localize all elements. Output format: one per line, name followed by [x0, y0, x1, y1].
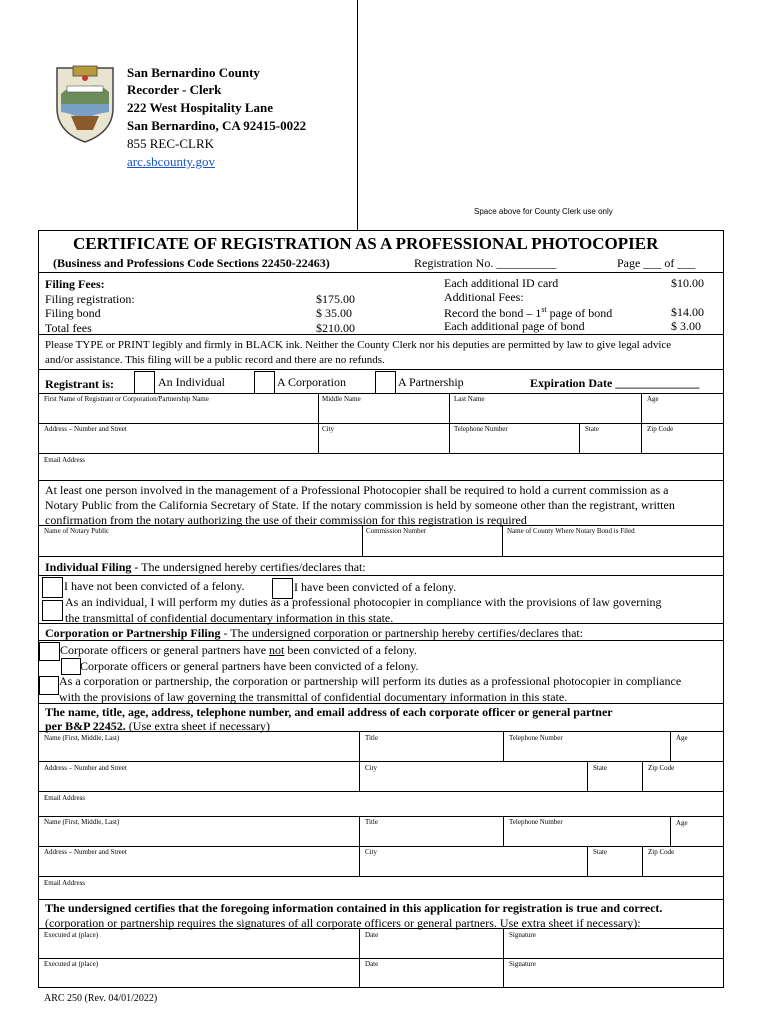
- form-number: ARC 250 (Rev. 04/01/2022): [44, 993, 158, 1004]
- individual-perform-text: As an individual, I will perform my duties as a professional photocopier in compliance with the provisions of law governing: [65, 595, 662, 609]
- notary-divider: [38, 525, 724, 526]
- grid-line: [38, 876, 724, 877]
- grid-line: [38, 846, 724, 847]
- notary-text-cont: Notary Public from the California Secretary of State. If the notary commission is held by someone other than the registrant, written: [45, 498, 675, 512]
- individual-option-label: An Individual: [158, 375, 225, 389]
- middle-name-field[interactable]: Middle Name: [322, 395, 361, 403]
- corp-not-emphasis: not: [269, 643, 285, 657]
- officer-state-field[interactable]: State: [593, 848, 607, 856]
- each-page-amount: $ 3.00: [671, 319, 701, 333]
- officer-email-field[interactable]: Email Address: [44, 794, 86, 802]
- website-link[interactable]: arc.sbcounty.gov: [127, 154, 215, 169]
- officer-email-field[interactable]: Email Address: [44, 879, 86, 887]
- grid-line: [318, 423, 319, 453]
- corp-not-convicted-checkbox[interactable]: [39, 642, 60, 661]
- zip-field[interactable]: Zip Code: [647, 425, 674, 433]
- officer-zip-field[interactable]: Zip Code: [648, 848, 675, 856]
- title-underline: [38, 272, 724, 273]
- individual-checkbox[interactable]: [134, 371, 155, 394]
- section-divider: [38, 575, 724, 576]
- each-page-label: Each additional page of bond: [444, 319, 585, 333]
- date-field[interactable]: Date: [365, 931, 379, 939]
- clerk-use-note: Space above for County Clerk use only: [474, 207, 613, 216]
- address-line2: San Bernardino, CA 92415-0022: [127, 118, 307, 133]
- grid-line: [38, 731, 724, 732]
- grid-line: [38, 928, 724, 929]
- grid-line: [38, 453, 724, 454]
- certification-statement: The undersigned certifies that the foregoing information contained in this application for registration is true and correct.: [45, 901, 663, 915]
- fee-label: Filing bond: [45, 306, 101, 320]
- corp-perform-text: As a corporation or partnership, the corporation or partnership will perform its duties as a professional photocopier in compliance: [59, 674, 682, 688]
- corp-perform-text-cont: with the provisions of law governing the transmittal of confidential documentary information in this state.: [59, 690, 568, 704]
- officers-heading: The name, title, age, address, telephone number, and email address of each corporate officer or general partner: [45, 705, 613, 719]
- officer-age-field[interactable]: Age: [676, 819, 688, 827]
- executed-place-field[interactable]: Executed at (place): [44, 960, 99, 968]
- grid-line: [502, 525, 503, 556]
- county-seal-icon: [53, 64, 117, 144]
- grid-line: [318, 393, 319, 423]
- officer-state-field[interactable]: State: [593, 764, 607, 772]
- signature-field[interactable]: Signature: [509, 931, 536, 939]
- individual-filing-text: - The undersigned hereby certifies/declares that:: [131, 560, 366, 574]
- section-divider: [38, 640, 724, 641]
- officer-address-field[interactable]: Address – Number and Street: [44, 848, 127, 856]
- corp-convicted-label: Corporate officers or general partners have been convicted of a felony.: [80, 659, 419, 673]
- officer-zip-field[interactable]: Zip Code: [648, 764, 675, 772]
- grid-line: [38, 816, 724, 817]
- grid-line: [503, 816, 504, 846]
- registration-number[interactable]: Registration No. __________: [414, 256, 557, 270]
- fee-amount: $210.00: [316, 321, 355, 335]
- partnership-option-label: A Partnership: [398, 375, 464, 389]
- officer-telephone-field[interactable]: Telephone Number: [509, 734, 563, 742]
- executed-place-field[interactable]: Executed at (place): [44, 931, 99, 939]
- officer-telephone-field[interactable]: Telephone Number: [509, 818, 563, 826]
- corp-not-text-end: been convicted of a felony.: [284, 643, 417, 657]
- individual-filing-heading: [45, 560, 366, 575]
- grid-line: [449, 393, 450, 423]
- not-convicted-checkbox[interactable]: [42, 577, 63, 598]
- instructions: Please TYPE or PRINT legibly and firmly in BLACK ink. Neither the County Clerk nor his deputies are permitted by law to give legal advice: [45, 339, 672, 351]
- page-of[interactable]: Page ___ of ___: [617, 256, 696, 270]
- officer-city-field[interactable]: City: [365, 764, 378, 772]
- partnership-checkbox[interactable]: [375, 371, 396, 394]
- grid-line: [641, 423, 642, 453]
- last-name-field[interactable]: Last Name: [454, 395, 485, 403]
- grid-line: [670, 731, 671, 761]
- grid-line: [587, 761, 588, 791]
- fee-label: Filing registration:: [45, 292, 135, 306]
- notary-text-end: confirmation from the notary authorizing the use of their commission for this registration is required: [45, 513, 527, 527]
- record-bond-sup: st: [541, 305, 547, 314]
- convicted-label: I have been convicted of a felony.: [294, 580, 457, 594]
- corp-not-convicted-label: [60, 643, 417, 658]
- grid-line: [362, 525, 363, 556]
- office-subtitle: Recorder - Clerk: [127, 82, 222, 97]
- certification-note: (corporation or partnership requires the signatures of all corporate officers or general partners. Use extra sheet if necessary):: [45, 916, 641, 930]
- corp-filing-text: - The undersigned corporation or partnership hereby certifies/declares that:: [220, 626, 584, 640]
- first-name-field[interactable]: First Name of Registrant or Corporation/Partnership Name: [44, 395, 209, 403]
- officers-note: (Use extra sheet if necessary): [125, 719, 271, 733]
- record-bond-text-end: page of bond: [546, 306, 613, 320]
- officer-name-field[interactable]: Name (First, Middle, Last): [44, 818, 120, 826]
- record-bond-amount: $14.00: [671, 305, 704, 319]
- corporation-option-label: A Corporation: [277, 375, 346, 389]
- address-field[interactable]: Address – Number and Street: [44, 425, 127, 433]
- officer-name-field[interactable]: Name (First, Middle, Last): [44, 734, 120, 742]
- officer-city-field[interactable]: City: [365, 848, 378, 856]
- grid-line: [449, 423, 450, 453]
- notary-name-field[interactable]: Name of Notary Public: [44, 527, 110, 535]
- address-line1: 222 West Hospitality Lane: [127, 100, 274, 115]
- corp-filing-heading: [45, 626, 583, 641]
- expiration-date[interactable]: Expiration Date ______________: [530, 376, 700, 390]
- signature-field[interactable]: Signature: [509, 960, 536, 968]
- grid-line: [38, 761, 724, 762]
- corporation-checkbox[interactable]: [254, 371, 275, 394]
- officer-title-field[interactable]: Title: [365, 734, 378, 742]
- state-field[interactable]: State: [585, 425, 599, 433]
- corp-convicted-checkbox[interactable]: [61, 658, 81, 675]
- grid-line: [641, 393, 642, 423]
- additional-fees-label: Additional Fees:: [444, 290, 524, 304]
- telephone-field[interactable]: Telephone Number: [454, 425, 508, 433]
- filing-fees-title: Filing Fees:: [45, 277, 105, 291]
- individual-perform-checkbox[interactable]: [42, 600, 63, 621]
- email-field[interactable]: Email Address: [44, 456, 86, 464]
- individual-perform-text-cont: the transmittal of confidential documentary information in this state.: [65, 611, 394, 625]
- corp-perform-checkbox[interactable]: [39, 676, 59, 695]
- additional-id-label: Each additional ID card: [444, 276, 559, 290]
- officers-code: per B&P 22452.: [45, 719, 126, 733]
- phone-number: 855 REC-CLRK: [127, 136, 215, 151]
- grid-line: [38, 480, 724, 481]
- corp-not-text: Corporate officers or general partners have: [60, 643, 270, 657]
- section-divider: [38, 703, 724, 704]
- officer-address-field[interactable]: Address – Number and Street: [44, 764, 127, 772]
- fee-amount: $ 35.00: [316, 306, 352, 320]
- form-title: CERTIFICATE OF REGISTRATION AS A PROFESSIONAL PHOTOCOPIER: [73, 234, 659, 253]
- grid-line: [38, 556, 724, 557]
- instructions-cont: and/or assistance. This filing will be a public record and there are no refunds.: [45, 354, 385, 366]
- notary-text: At least one person involved in the management of a Professional Photocopier shall be required to hold a current commission as a: [45, 483, 669, 497]
- individual-filing-title: Individual Filing: [45, 560, 132, 574]
- office-name: San Bernardino County: [127, 65, 260, 80]
- officer-age-field[interactable]: Age: [676, 734, 688, 742]
- grid-line: [579, 423, 580, 453]
- city-field[interactable]: City: [322, 425, 335, 433]
- grid-line: [38, 958, 724, 959]
- grid-line: [670, 816, 671, 846]
- fees-divider: [38, 334, 724, 335]
- fee-amount: $175.00: [316, 292, 355, 306]
- grid-line: [503, 731, 504, 761]
- additional-id-amount: $10.00: [671, 276, 704, 290]
- notary-county-field[interactable]: Name of County Where Notary Bond is Filed: [507, 527, 635, 535]
- grid-line: [642, 846, 643, 876]
- not-convicted-label: I have not been convicted of a felony.: [64, 579, 245, 593]
- grid-line: [642, 761, 643, 791]
- registrant-is-label: Registrant is:: [45, 377, 114, 391]
- record-bond-text: Record the bond – 1: [444, 306, 542, 320]
- corp-filing-title: Corporation or Partnership Filing: [45, 626, 221, 640]
- grid-line: [38, 791, 724, 792]
- instructions-divider: [38, 369, 724, 370]
- fee-label: Total fees: [45, 321, 92, 335]
- registrant-divider: [38, 393, 724, 394]
- age-field[interactable]: Age: [647, 395, 659, 403]
- date-field[interactable]: Date: [365, 960, 379, 968]
- officer-title-field[interactable]: Title: [365, 818, 378, 826]
- code-sections: (Business and Professions Code Sections 22450-22463): [53, 256, 330, 270]
- header-divider: [357, 0, 358, 230]
- section-divider: [38, 899, 724, 900]
- commission-number-field[interactable]: Commission Number: [366, 527, 427, 535]
- section-divider: [38, 623, 724, 624]
- grid-line: [587, 846, 588, 876]
- grid-line: [38, 423, 724, 424]
